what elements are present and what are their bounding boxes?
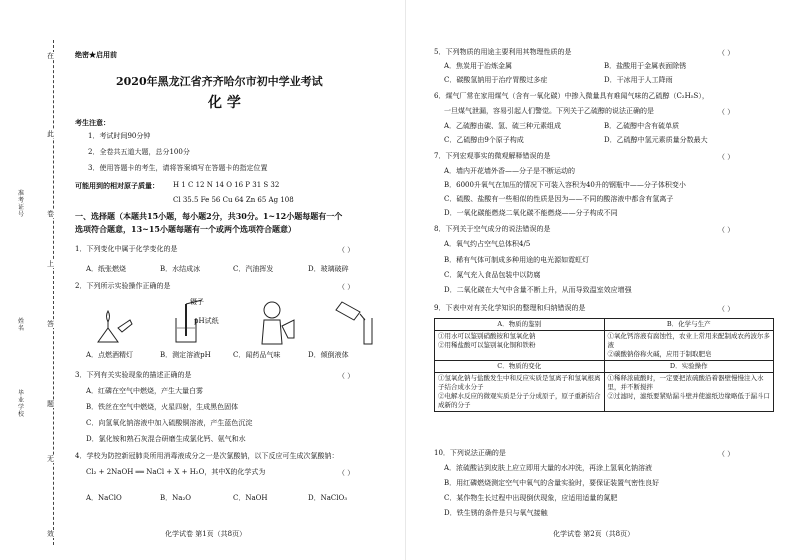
question-1: 1．下列变化中属于化学变化的是	[75, 245, 178, 253]
page-2	[418, 0, 788, 560]
table-cell-line: ①稀释浓硫酸时，一定要把浓硫酸沿着器壁慢慢注入水里，并不断搅拌	[607, 374, 764, 391]
page-footer: 化学试卷 第2页（共8页）	[553, 530, 635, 538]
option: C．汽油挥发	[233, 265, 274, 273]
option: D．氯化铵和熟石灰混合研磨生成氯化钙、氨气和水	[86, 435, 246, 443]
exam-title: 2020年黑龙江省齐齐哈尔市初中学业考试	[116, 75, 323, 88]
question-5: 5．下列物质的用途主要利用其物理性质的是	[434, 48, 572, 56]
question-4-equation: Cl₂ + 2NaOH ══ NaCl + X + H₂O，其中X的化学式为	[86, 468, 266, 476]
page-fold	[405, 0, 406, 560]
page-1	[70, 0, 400, 560]
section-heading: 一、选择题（本题共15小题，每小题2分，共30分。1~12小题每题有一个	[75, 211, 343, 221]
option: B．用红磷燃烧测定空气中氧气的含量实验时，要保证装置气密性良好	[444, 479, 660, 487]
field-admission-number[interactable]: 准考证号	[18, 190, 25, 218]
notice-item: 1．考试时间90分钟	[88, 132, 151, 140]
binding-margin	[0, 0, 70, 560]
atomic-mass-line: Cl 35.5 Fe 56 Cu 64 Zn 65 Ag 108	[173, 196, 294, 204]
option: D．玻璃破碎	[308, 265, 349, 273]
binding-char: 答	[47, 320, 54, 328]
subject-title: 化 学	[208, 95, 241, 111]
section-heading: 选项符合题意，13~15小题每题有一个或两个选项符合题意）	[75, 224, 296, 234]
table-cell-line: ①用水可以鉴别硝酸铵和氢氧化钠	[438, 332, 536, 340]
option: D．倾倒液体	[308, 351, 349, 359]
option: C．乙硫醇由9个原子构成	[444, 136, 524, 144]
secret-label: 绝密★启用前	[75, 50, 117, 59]
option: D．二氧化碳在大气中含量不断上升，从而导致温室效应增强	[444, 286, 632, 294]
option: A．墙内开花墙外香——分子是不断运动的	[444, 167, 576, 175]
option: B．水结成冰	[160, 265, 201, 273]
option: B．测定溶液pH	[160, 351, 211, 359]
notice-heading: 考生注意：	[75, 118, 110, 127]
page-footer: 化学试卷 第1页（共8页）	[165, 530, 247, 538]
table-cell-line: ①氢氧化钠与盐酸发生中和反应实质是氢离子和氢氧根离子结合成水分子	[438, 374, 601, 391]
option: D．干冰用于人工降雨	[604, 76, 673, 84]
lab-operations-illustration	[84, 298, 404, 348]
pouring-liquid-icon	[336, 302, 372, 344]
option: D．乙硫醇中氢元素质量分数最大	[604, 136, 708, 144]
table-header: C．物质的变化	[435, 361, 605, 373]
table-cell-line: ②过滤时，滤纸要紧贴漏斗壁并使滤纸边缘略低于漏斗口	[607, 392, 770, 400]
option: A．纸张燃烧	[86, 265, 127, 273]
answer-paren[interactable]: （ ）	[338, 283, 355, 291]
binding-char: 效	[47, 530, 54, 538]
option: B．稀有气体可制成多种用途的电光源如霓虹灯	[444, 256, 590, 264]
option: D．NaClO₃	[308, 494, 348, 502]
field-name[interactable]: 姓名	[18, 318, 25, 332]
label-ph-paper: pH试纸	[194, 317, 219, 325]
answer-paren[interactable]: （ ）	[718, 108, 735, 116]
question-4: 4．学校为防控新冠肺炎所用消毒液成分之一是次氯酸钠，以下反应可生成次氯酸钠：	[75, 452, 339, 460]
option: C．碳酸氢钠用于治疗胃酸过多症	[444, 76, 548, 84]
atomic-mass-label: 可能用到的相对原子质量：	[75, 181, 159, 190]
option: A．氧气约占空气总体积4/5	[444, 240, 531, 248]
answer-paren[interactable]: （ ）	[338, 372, 355, 380]
option: A．焦炭用于冶炼金属	[444, 62, 513, 70]
option: C．硫酸、盐酸有一些相似的性质是因为——不同的酸溶液中都含有氢离子	[444, 195, 674, 203]
question-7: 7．下列宏观事实的微观解释错误的是	[434, 152, 551, 160]
answer-paren[interactable]: （ ）	[338, 246, 355, 254]
answer-paren[interactable]: （ ）	[718, 305, 735, 313]
table-cell-line: ①氧化钙溶液有腐蚀性，农业上常用来配制成农药波尔多液	[607, 332, 770, 349]
option: A．乙硫醇由碳、氢、硫三种元素组成	[444, 122, 562, 130]
question-6: 6．煤气厂常在家用煤气（含有一氧化碳）中掺入微量具有难闻气味的乙硫醇（C₂H₅S），	[434, 92, 709, 100]
option: A．NaClO	[86, 494, 122, 502]
table-header: D．实验操作	[604, 361, 774, 373]
binding-char: 此	[47, 130, 54, 138]
answer-paren[interactable]: （ ）	[718, 450, 735, 458]
answer-paren[interactable]: （ ）	[718, 153, 735, 161]
option: A．红磷在空气中燃烧，产生大量白雾	[86, 387, 204, 395]
binding-dashed-line	[53, 40, 54, 545]
question-3: 3．下列有关实验现象的描述正确的是	[75, 371, 192, 379]
binding-char: 题	[47, 400, 54, 408]
question-10: 10．下列说法正确的是	[434, 449, 506, 457]
option: D．铁生锈的条件是只与氧气接触	[444, 509, 548, 517]
atomic-mass-line: H 1 C 12 N 14 O 16 P 31 S 32	[173, 181, 280, 189]
table-cell-line: ②电解水反应的微观实质是分子分成原子，原子重新结合成新的分子	[438, 392, 601, 409]
table-cell-line: ②碳酸钠俗称火碱，应用于制取肥皂	[607, 350, 712, 358]
answer-paren[interactable]: （ ）	[718, 226, 735, 234]
option: A．点燃酒精灯	[86, 351, 134, 359]
option: C．向氢氧化钠溶液中加入硫酸铜溶液，产生蓝色沉淀	[86, 419, 253, 427]
question-6-cont: 一旦煤气泄漏，容易引起人们警觉。下列关于乙硫醇的说法正确的是	[444, 107, 654, 115]
table-header: B．化学与生产	[604, 319, 774, 331]
option: B．盐酸用于金属表面除锈	[604, 62, 687, 70]
option: C．氮气充入食品包装中以防腐	[444, 271, 541, 279]
binding-char: 上	[47, 260, 54, 268]
option: B．6000升氧气在加压的情况下可装入容积为40升的钢瓶中——分子体积变小	[444, 181, 686, 189]
table-header: A．物质的鉴别	[435, 319, 605, 331]
table-cell-line: ②用稀盐酸可以鉴别氧化铜和铁粉	[438, 341, 536, 349]
answer-paren[interactable]: （ ）	[338, 469, 355, 477]
question-8: 8．下列关于空气成分的说法错误的是	[434, 225, 551, 233]
binding-char: 在	[47, 52, 54, 60]
option: C．某作物生长过程中出现倒伏现象，应适用适量的氮肥	[444, 494, 618, 502]
option: C．NaOH	[233, 494, 268, 502]
notice-item: 3．使用答题卡的考生，请将答案填写在答题卡的指定位置	[88, 164, 268, 172]
binding-char: 卷	[47, 210, 54, 218]
field-school[interactable]: 毕业学校	[18, 390, 25, 418]
option: C．闻药品气味	[233, 351, 281, 359]
question-9: 9．下表中对有关化学知识的整理和归纳错误的是	[434, 304, 586, 312]
answer-paren[interactable]: （ ）	[718, 49, 735, 57]
binding-char: 无	[47, 455, 54, 463]
alcohol-lamp-icon	[98, 311, 132, 342]
option: A．浓硫酸沾到皮肤上应立即用大量的水冲洗，再涂上氢氧化钠溶液	[444, 464, 653, 472]
option: B．铁丝在空气中燃烧，火星四射，生成黑色固体	[86, 403, 239, 411]
label-tweezers: 镊子	[190, 298, 204, 306]
knowledge-table	[434, 318, 774, 412]
person-smelling-icon	[262, 302, 294, 344]
notice-item: 2．全卷共五道大题，总分100分	[88, 148, 190, 156]
option: D．一氧化碳能燃烧二氧化碳不能燃烧——分子构成不同	[444, 209, 618, 217]
question-2: 2．下列所示实验操作正确的是	[75, 282, 171, 290]
option: B．乙硫醇中含有硫单质	[604, 122, 680, 130]
option: B．Na₂O	[160, 494, 191, 502]
